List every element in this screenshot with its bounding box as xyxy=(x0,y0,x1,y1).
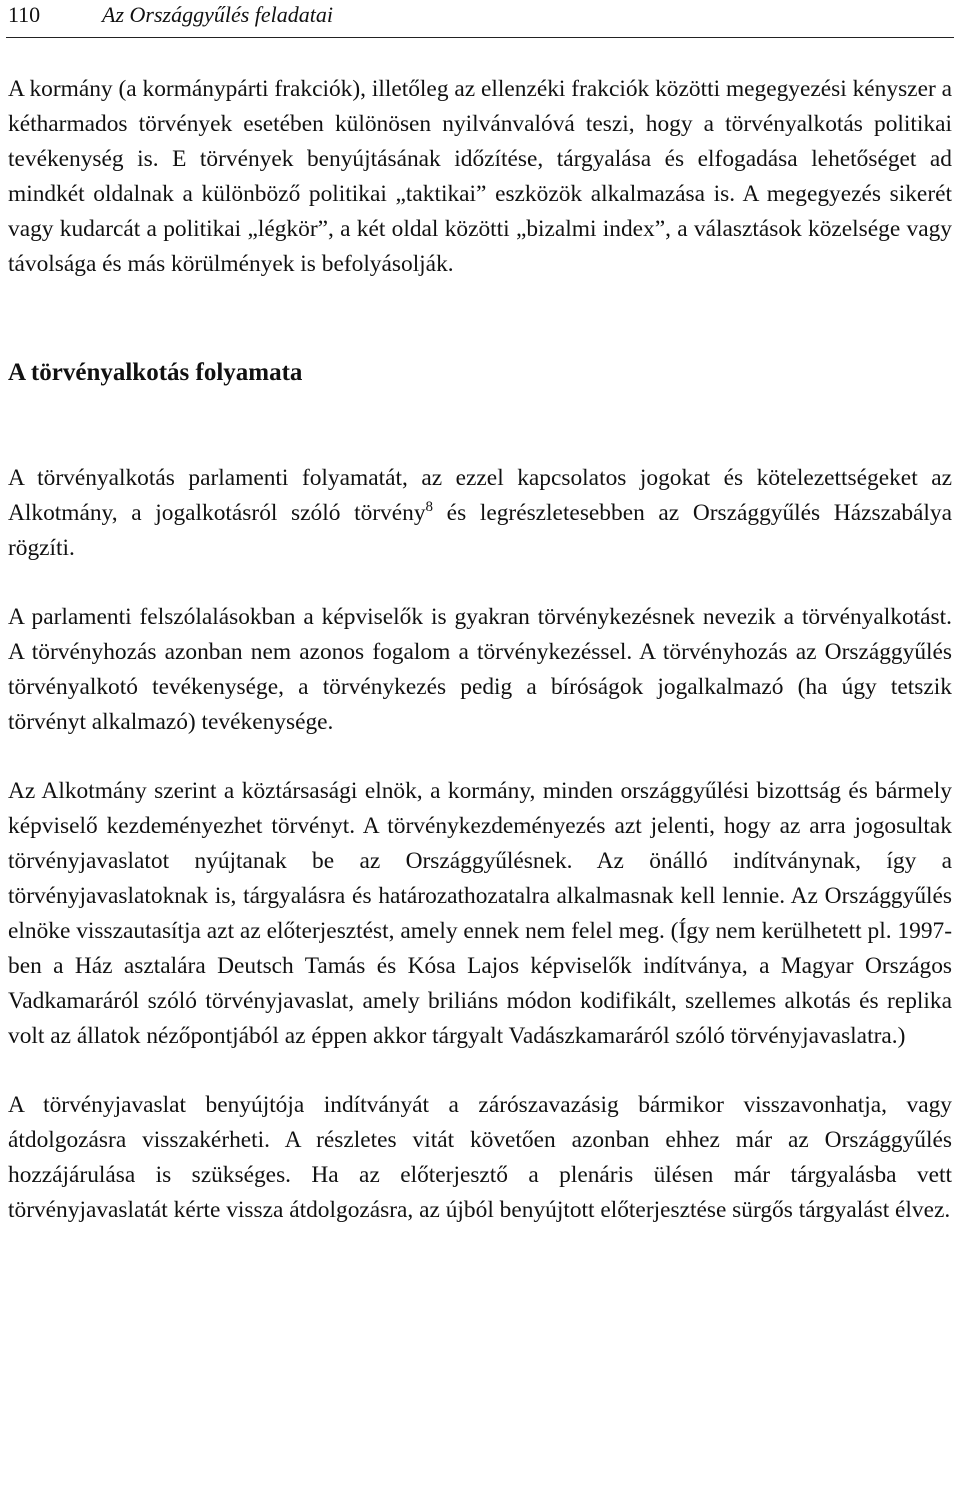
page-number: 110 xyxy=(8,2,41,27)
paragraph-legal-basis xyxy=(8,461,952,566)
paragraph-terminology: A parlamenti felszólalásokban a képviselők is gyakran törvénykezésnek nevezik a törvényalkotást. A törvényhozás azonban nem azonos fogalom a törvénykezéssel. A törvényhozás az Országgyűlés törvényalkotó tevékenysége, a törvénykezés pedig a bíróságok jogalkalmazó (ha úgy tetszik törvényt alkalmazó) tevékenysége. xyxy=(8,604,952,735)
paragraph-initiative: Az Alkotmány szerint a köztársasági elnök, a kormány, minden országgyűlési bizottság és bármely képviselő kezdeményezhet törvényt. A törvénykezdeményezés azt jelenti, hogy az arra jogosultak törvényjavaslatot nyújtanak be az Országgyűlésnek. Az önálló indítványnak, így a törvényjavaslatoknak is, tárgyalásra és határozathozatalra alkalmasnak kell lennie. Az Országgyűlés elnöke visszautasítja azt az előterjesztést, amely ennek nem felel meg. (Így nem kerülhetett pl. 1997-ben a Ház asztalára Deutsch Tamás és Kósa Lajos képviselők indítványa, a Magyar Országos Vadkamaráról szóló törvényjavaslat, amely briliáns módon kodifikált, szellemes alkotás és replika volt az állatok nézőpontjából az éppen akkor tárgyalt Vadászkamaráról szóló törvényjavaslatra.) xyxy=(8,778,952,1049)
paragraph-legal-basis-text: A törvényalkotás parlamenti folyamatát, az ezzel kapcsolatos jogokat és kötelezettségeket az Alkotmány, a jogalkotásról szóló törvény xyxy=(8,465,952,526)
paragraph-legal-basis-text-cont: és legrészletesebben az Országgyűlés Házszabálya rögzíti. xyxy=(8,500,952,561)
header-rule xyxy=(6,37,954,38)
section-heading: A törvényalkotás folyamata xyxy=(8,359,303,386)
footnote-marker: 8 xyxy=(425,499,434,515)
paragraph-withdrawal: A törvényjavaslat benyújtója indítványát a zárószavazásig bármikor visszavonhatja, vagy átdolgozásra visszakérheti. A részletes vitát követően azonban ehhez már az Országgyűlés hozzájárulása is szükséges. Ha az előterjesztő a plenáris ülésen már tárgyalásba vett törvényjavaslatát kérte vissza átdolgozásra, az újból benyújtott előterjesztése sürgős tárgyalást élvez. xyxy=(8,1092,952,1223)
page-body xyxy=(8,72,952,1228)
running-title: Az Országgyűlés feladatai xyxy=(102,2,333,27)
paragraph-intro: A kormány (a kormánypárti frakciók), illetőleg az ellenzéki frakciók közötti megegyezési kényszer a kétharmados törvények esetében különösen nyilvánvalóvá teszi, hogy a törvényalkotás politikai tevékenység is. E törvények benyújtásának időzítése, tárgyalása és elfogadása lehetőséget ad mindkét oldalnak a különböző politikai „taktikai” eszközök alkalmazása is. A megegyezés sikerét vagy kudarcát a politikai „légkör”, a két oldal közötti „bizalmi index”, a választások közelsége vagy távolsága és más körülmények is befolyásolják. xyxy=(8,76,952,277)
page-header xyxy=(6,0,954,32)
